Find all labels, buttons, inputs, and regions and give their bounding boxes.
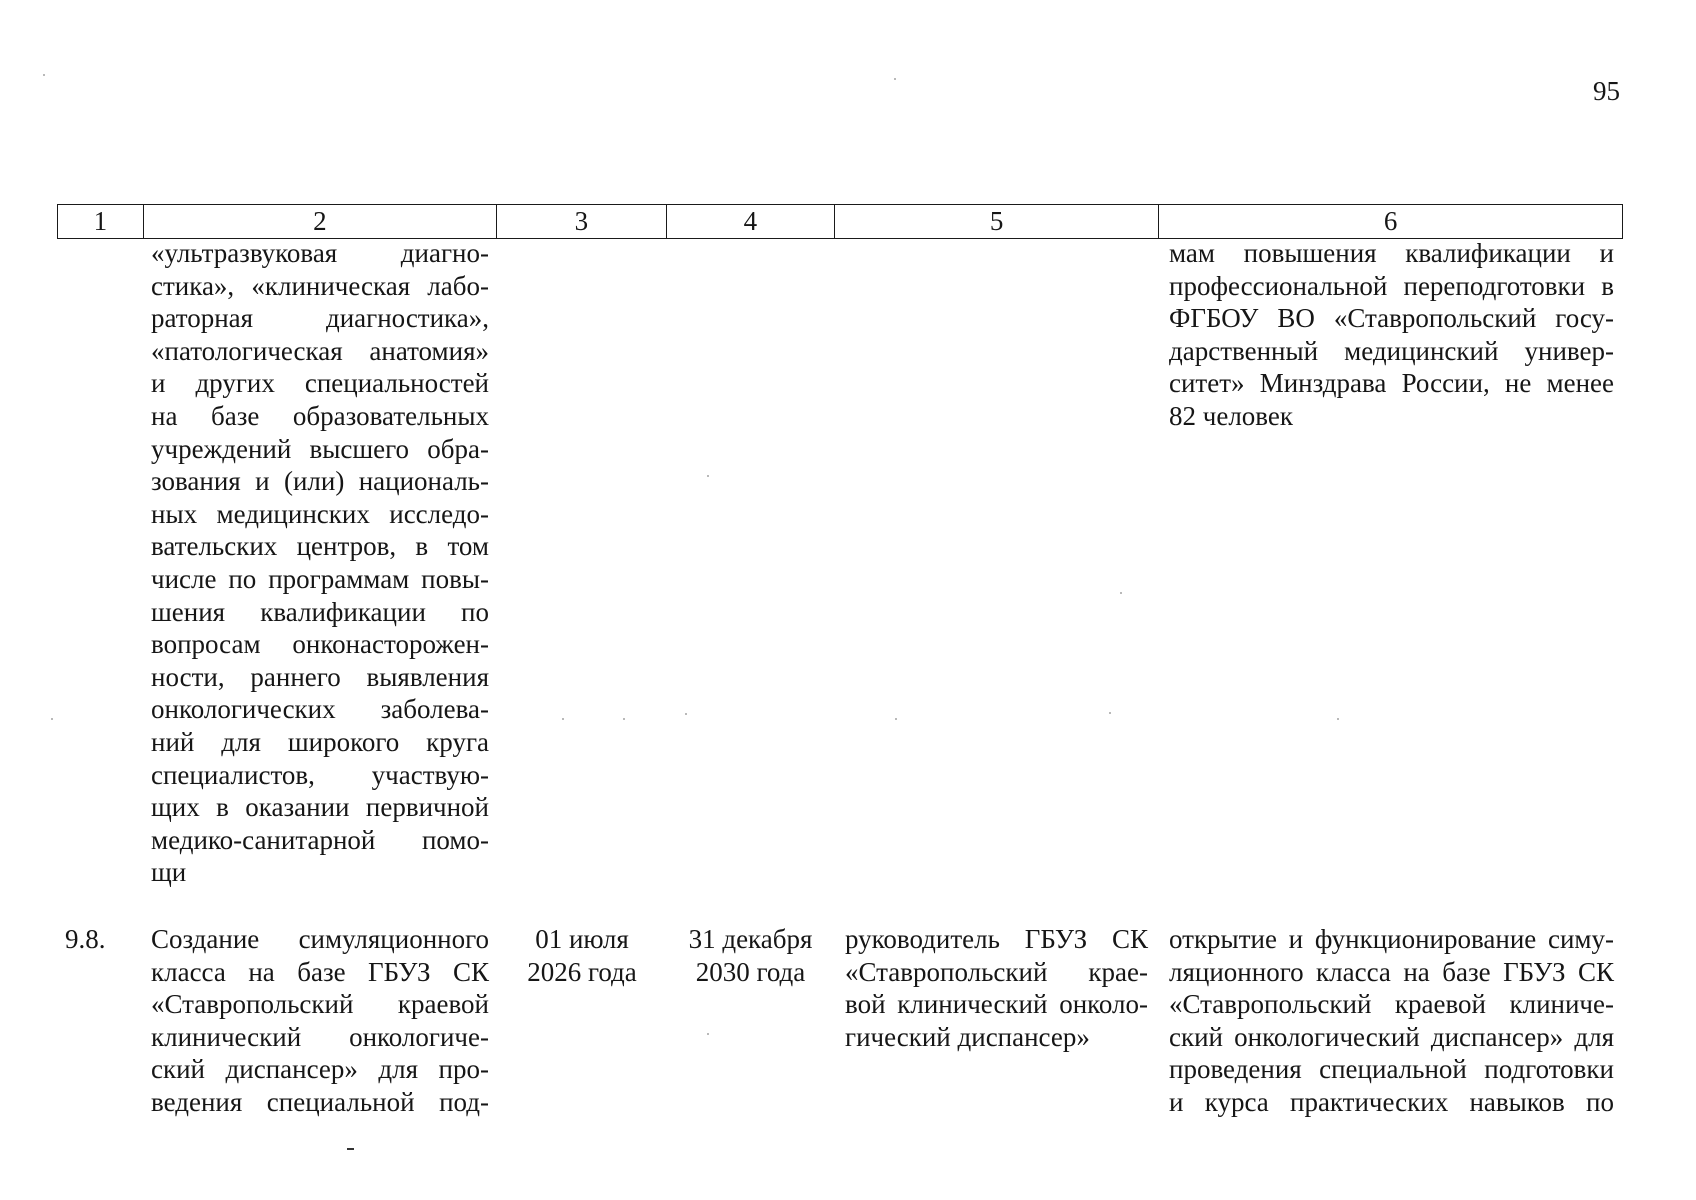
text-line: дарственный медицинский универ- [1169,335,1614,366]
text-line: ных медицинских исследо- [151,498,489,529]
text-line: раторная диагностика», [151,303,489,334]
scan-speck [51,718,53,720]
row-result [1169,923,1614,1119]
text-line: ский диспансер» для про- [151,1054,489,1085]
scan-speck [1120,592,1122,594]
text-line: «Ставропольский краевой [151,989,489,1020]
text-line: зования и (или) националь- [151,466,489,497]
text-line: 2026 года [527,956,637,987]
row-description [151,923,489,1119]
text-line: «Ставропольский крае- [845,956,1148,987]
text-line: стика», «клиническая лабо- [151,270,489,301]
scan-speck [1337,718,1339,720]
scan-speck [895,718,897,720]
header-cell-6: 6 [1383,206,1398,236]
text-line: 82 человек [1169,400,1293,431]
text-line: открытие и функционирование симу- [1169,924,1614,954]
text-line: класса на базе ГБУЗ СК [151,956,489,987]
row-result [1169,237,1614,433]
text-line: щи [151,857,187,888]
scan-speck [1109,712,1111,714]
header-cell-4: 4 [667,205,836,238]
text-line: учреждений высшего обра- [151,433,489,464]
text-line: ФГБОУ ВО «Ставропольский госу- [1169,303,1614,334]
text-line: щих в оказании первичной [151,792,489,823]
text-line: 31 декабря [688,924,813,954]
page-number: 95 [1593,76,1620,106]
text-line: вательских центров, в том [151,531,489,562]
text-line: вопросам онконасторожен- [151,629,489,660]
text-line: гический диспансер» [845,1021,1090,1052]
text-line: числе по программам повы- [151,563,489,594]
text-line: Создание симуляционного [151,924,489,954]
scan-speck [707,1033,709,1035]
text-line: и других специальностей [151,368,489,399]
text-line: ний для широкого круга [151,726,489,757]
header-cell-2: 2 [144,205,497,238]
row-end-date [666,923,835,988]
text-line: шения квалификации по [151,596,489,627]
text-line: и курса практических навыков по [1169,1086,1614,1117]
text-line: «ультразвуковая диагно- [151,238,489,268]
text-line: вой клинический онколо- [845,989,1148,1020]
text-line: руководитель ГБУЗ СК [845,924,1148,954]
text-line: ситет» Минздрава России, не менее [1169,368,1614,399]
scan-speck [623,718,625,720]
scan-speck [685,713,687,715]
row-number: 9.8. [65,924,106,954]
text-line: 2030 года [695,956,806,987]
text-line: на базе образовательных [151,400,489,431]
text-line: 01 июля [535,924,629,954]
header-cell-5: 5 [835,205,1159,238]
text-line: ский онкологический диспансер» для [1169,1021,1614,1052]
header-cell-3: 3 [497,205,667,238]
scan-mark [347,1148,354,1150]
text-line: медико-санитарной помо- [151,824,489,855]
text-line: ведения специальной под- [151,1086,489,1117]
text-line: клинический онкологиче- [151,1021,489,1052]
row-start-date [497,923,667,988]
scan-speck [43,74,45,76]
scan-speck [707,475,709,477]
text-line: онкологических заболева- [151,694,489,725]
scan-speck [562,718,564,720]
scan-speck [894,78,896,80]
text-line: «патологическая анатомия» [151,335,489,366]
row-responsible [845,923,1148,1053]
table-header-row [57,204,1623,239]
row-description [151,237,489,889]
text-line: ности, раннего выявления [151,661,489,692]
text-line: мам повышения квалификации и [1169,238,1614,268]
text-line: ляционного класса на базе ГБУЗ СК [1169,956,1614,987]
text-line: специалистов, участвую- [151,759,489,790]
text-line: проведения специальной подготовки [1169,1054,1614,1085]
text-line: «Ставропольский краевой клиниче- [1169,989,1614,1020]
header-cell-1: 1 [58,205,144,238]
text-line: профессиональной переподготовки в [1169,270,1614,301]
